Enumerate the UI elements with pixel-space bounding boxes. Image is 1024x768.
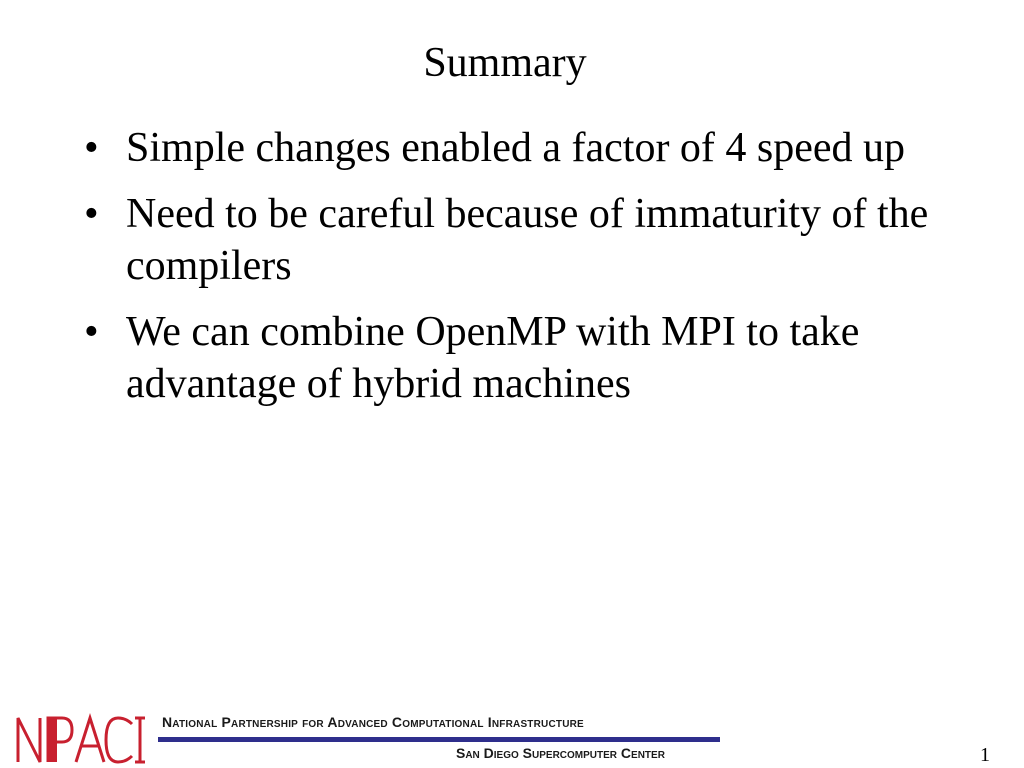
bullet-text: Need to be careful because of immaturity of the compilers xyxy=(126,191,929,289)
bullet-text: Simple changes enabled a factor of 4 speed up xyxy=(126,125,906,171)
footer-divider xyxy=(158,737,720,742)
slide-footer xyxy=(0,700,1024,768)
bullet-text: We can combine OpenMP with MPI to take advantage of hybrid machines xyxy=(126,309,860,407)
footer-organization: National Partnership for Advanced Computational Infrastructure xyxy=(162,714,584,730)
bullet-item xyxy=(84,122,964,174)
npaci-logo xyxy=(14,710,156,766)
bullet-list xyxy=(84,122,964,424)
bullet-marker: • xyxy=(84,191,99,237)
slide-title: Summary xyxy=(423,40,587,86)
bullet-marker: • xyxy=(84,125,99,171)
bullet-item xyxy=(84,306,964,410)
footer-center-name: San Diego Supercomputer Center xyxy=(456,745,665,761)
bullet-marker: • xyxy=(84,309,99,355)
page-number: 1 xyxy=(980,744,990,766)
bullet-item xyxy=(84,188,964,292)
